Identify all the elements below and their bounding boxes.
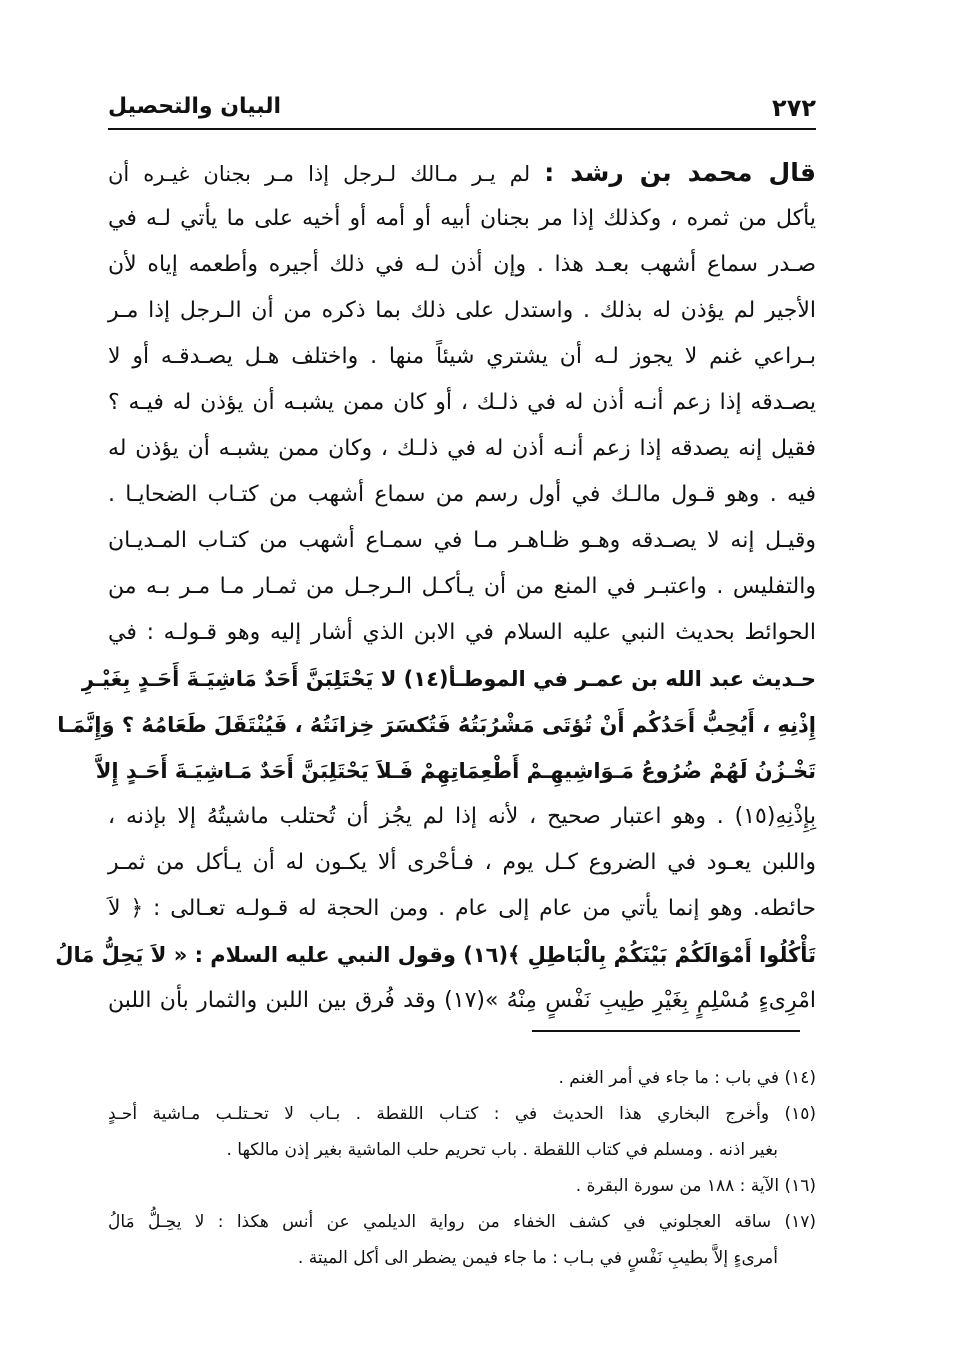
body-line: الأجير لم يؤذن له بذلك . واستدل على ذلك بما ذكره من أن الـرجل إذا مـر bbox=[108, 298, 816, 323]
body-line: يأكل من ثمره ، وكذلك إذا مر بجنان أبيه أو أمه أو أخيه على ما يأتي لـه في bbox=[108, 206, 816, 231]
footnote-15: (١٥) وأخرج البخاري هذا الحديث في : كتـاب اللقطة . بـاب لا تحـتلـب مـاشية أحـدٍ bbox=[108, 1104, 816, 1124]
body-line: امْرِىءٍ مُسْلِمٍ بِغَيْرِ طِيبِ نَفْسٍ مِنْهُ »(١٧) وقد فُرق بين اللبن والثمار بأن اللبن bbox=[108, 988, 816, 1013]
main-text bbox=[55, 150, 816, 1024]
body-line: فيه . وهو قـول مالـك في أول رسم من سماع أشهب من كتـاب الضحايـا . bbox=[108, 482, 816, 507]
hadith-line: تَخْـزُنُ لَهُمْ ضُرُوعُ مَـوَاشِيهِـمْ أَطْعِمَاتِهِمْ فَـلاَ يَحْتَلِبَنَّ أَحَدٌ مَـاشِيَـةَ أَحَـدٍ إِلاَّ bbox=[95, 759, 816, 783]
body-line: بـراعي غنم لا يجوز لـه أن يشتري شيئاً منها . واختلف هـل يصـدقـه أو لا bbox=[108, 344, 816, 369]
body-line bbox=[108, 150, 816, 196]
body-line: فقيل إنه يصدقه إذا زعم أنـه أذن له في ذلـك ، وكان ممن يشبـه أن يؤذن له bbox=[108, 436, 816, 461]
body-line: الحوائط بحديث النبي عليه السلام في الابن الذي أشار إليه وهو قـولـه : في bbox=[108, 620, 816, 645]
footnote-16: (١٦) الآية : ١٨٨ من سورة البقرة . bbox=[575, 1176, 816, 1196]
hadith-line: حـديث عبد الله بن عمـر في الموطـأ(١٤) لا يَحْتَلِبَنَّ أَحَدٌ مَاشِيَـةَ أَحَـدٍ بِغَيْـرِ bbox=[81, 667, 816, 691]
body-line: صـدر سماع أشهب بعـد هذا . وإن أذن لـه في ذلك أجيره وأطعمه إياه لأن bbox=[108, 252, 816, 277]
footnotes bbox=[108, 1060, 816, 1276]
header-rule bbox=[108, 128, 816, 130]
body-line: واللبن يعـود في الضروع كـل يوم ، فـأحْرى ألا يكـون له أن يـأكل من ثمـر bbox=[108, 850, 816, 875]
body-line: بِإِذْنِهِ(١٥) . وهو اعتبار صحيح ، لأنه إذا لم يجُز أن تُحتلب ماشيتُهُ إلا بإذنه ، bbox=[108, 804, 816, 829]
hadith-line: إِذْنِهِ ، أَيُحِبُّ أَحَدُكُم أَنْ تُؤتَى مَشْرُبَتُهُ فَتُكسَرَ خِزانَتُهُ ، فَيُنْتَقَلَ طَعَامُهُ ؟ وَإِنَّمَـا bbox=[57, 713, 816, 737]
speaker-label: قال محمد بن رشد : bbox=[544, 158, 816, 187]
running-title: البيان والتحصيل bbox=[108, 94, 282, 119]
footnote-15-continued: بغير اذنه . ومسلم في كتاب اللقطة . باب تحريم حلب الماشية بغير إذن مالكها . bbox=[226, 1140, 778, 1160]
footnote-17-continued: أمرىءٍ إلاَّ بطيبِ نَفْسٍ في بـاب : ما جاء فيمن يضطر الى أكل الميتة . bbox=[297, 1248, 778, 1268]
quran-line: تَأْكُلُوا أَمْوَالَكُمْ بَيْنَكُمْ بِالْبَاطِلِ ﴾(١٦) وقول النبي عليه السلام : « لاَ يَحِلُّ مَالُ bbox=[55, 943, 816, 967]
footnote-17: (١٧) ساقه العجلوني في كشف الخفاء من رواية الديلمي عن أنس هكذا : لا يحِـلُّ مَالُ bbox=[108, 1212, 816, 1232]
footnote-separator bbox=[532, 1030, 800, 1032]
body-line: يصـدقه إذا زعم أنـه أذن له في ذلـك ، أو كان ممن يشبـه أن يؤذن له فيـه ؟ bbox=[108, 390, 816, 415]
footnote-14: (١٤) في باب : ما جاء في أمر الغنم . bbox=[558, 1068, 816, 1088]
body-line: وقيـل إنه لا يصـدقه وهـو ظـاهـر مـا في سمـاع أشهب من كتـاب المـديـان bbox=[108, 528, 816, 553]
page-header bbox=[108, 92, 816, 126]
body-line-text: لم يـر مـالك لـرجل إذا مـر بجنان غيـره أن bbox=[108, 162, 531, 186]
body-line: حائطه. وهو إنما يأتي من عام إلى عام . ومن الحجة له قـولـه تعـالى : ﴿ لاَ bbox=[108, 896, 816, 921]
page-number: ٢٧٢ bbox=[772, 94, 816, 122]
body-line: والتفليس . واعتبـر في المنع من أن يـأكـل الـرجـل من ثمـار مـا مـر بـه من bbox=[108, 574, 816, 599]
